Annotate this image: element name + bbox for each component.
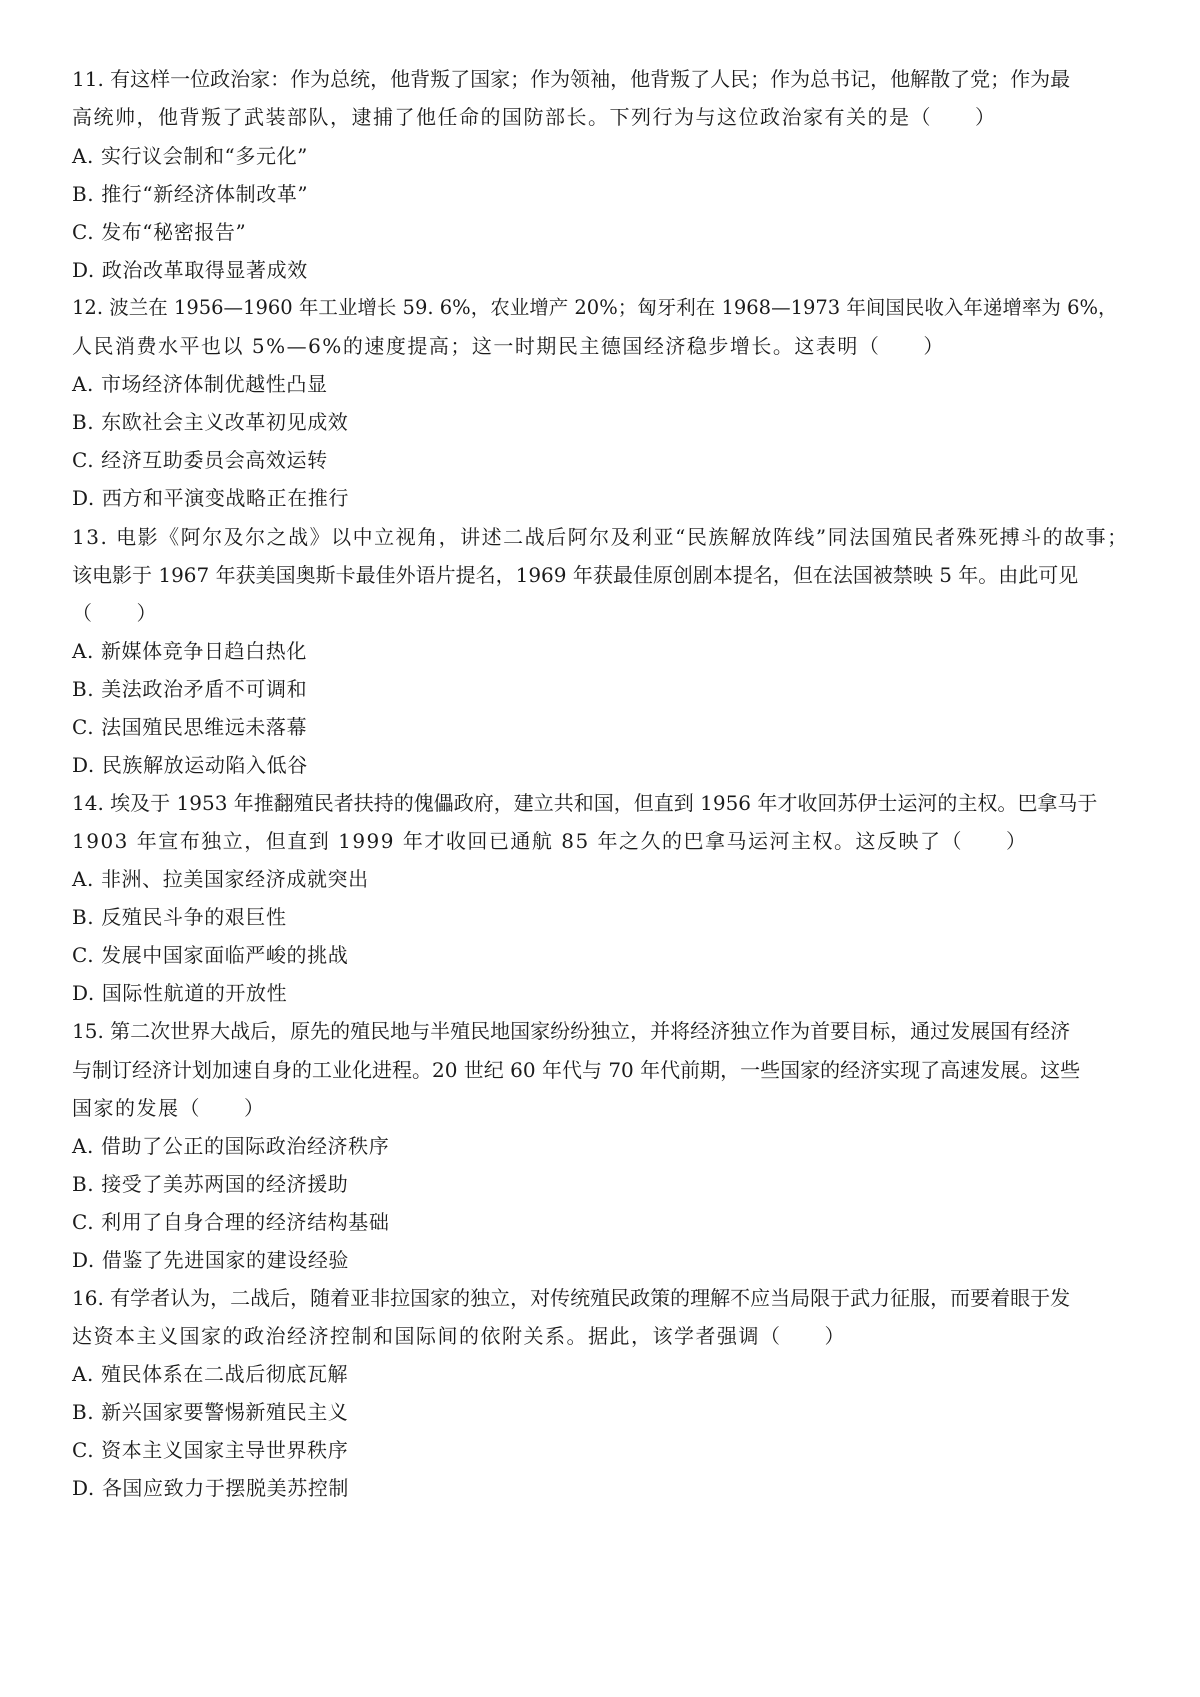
question-14-option-d: D. 国际性航道的开放性 xyxy=(72,981,288,1005)
question-13-line-1: 13. 电影《阿尔及尔之战》以中立视角，讲述二战后阿尔及利亚“民族解放阵线”同法国殖民者殊死搏斗的故事； xyxy=(72,525,1129,549)
question-14-line-2: 1903 年宣布独立，但直到 1999 年才收回已通航 85 年之久的巴拿马运河主权。这反映了（ ） xyxy=(72,829,1028,853)
question-13-option-c: C. 法国殖民思维远未落幕 xyxy=(72,715,308,739)
question-16-option-b: B. 新兴国家要警惕新殖民主义 xyxy=(72,1400,349,1424)
question-15-option-c: C. 利用了自身合理的经济结构基础 xyxy=(72,1210,390,1234)
question-13-option-d: D. 民族解放运动陷入低谷 xyxy=(72,753,308,777)
question-11-option-c: C. 发布“秘密报告” xyxy=(72,220,247,244)
question-11-option-d: D. 政治改革取得显著成效 xyxy=(72,258,308,282)
question-12-option-a: A. 市场经济体制优越性凸显 xyxy=(72,372,328,396)
question-13-line-3: （ ） xyxy=(72,601,158,625)
question-16-line-1: 16. 有学者认为，二战后，随着亚非拉国家的独立，对传统殖民政策的理解不应当局限于武力征服，而要着眼于发 xyxy=(72,1286,1071,1310)
question-16-option-c: C. 资本主义国家主导世界秩序 xyxy=(72,1438,349,1462)
question-15-line-2: 与制订经济计划加速自身的工业化进程。20 世纪 60 年代与 70 年代前期，一些国家的经济实现了高速发展。这些 xyxy=(72,1058,1081,1082)
question-16-option-d: D. 各国应致力于摆脱美苏控制 xyxy=(72,1476,350,1500)
question-12-option-b: B. 东欧社会主义改革初见成效 xyxy=(72,410,349,434)
question-12-option-c: C. 经济互助委员会高效运转 xyxy=(72,448,328,472)
question-15-line-1: 15. 第二次世界大战后，原先的殖民地与半殖民地国家纷纷独立，并将经济独立作为首要目标，通过发展国有经济 xyxy=(72,1019,1071,1043)
question-16-option-a: A. 殖民体系在二战后彻底瓦解 xyxy=(72,1362,349,1386)
question-15-option-d: D. 借鉴了先进国家的建设经验 xyxy=(72,1248,350,1272)
question-14-option-b: B. 反殖民斗争的艰巨性 xyxy=(72,905,287,929)
question-13-option-b: B. 美法政治矛盾不可调和 xyxy=(72,677,308,701)
question-12-line-1: 12. 波兰在 1956—1960 年工业增长 59. 6%，农业增产 20%；匈牙利在 1968—1973 年间国民收入年递增率为 6%， xyxy=(72,296,1118,319)
question-11-option-a: A. 实行议会制和“多元化” xyxy=(72,144,309,168)
question-12-option-d: D. 西方和平演变战略正在推行 xyxy=(72,486,350,510)
question-13-option-a: A. 新媒体竞争日趋白热化 xyxy=(72,639,307,663)
question-15-option-b: B. 接受了美苏两国的经济援助 xyxy=(72,1172,349,1196)
question-11-option-b: B. 推行“新经济体制改革” xyxy=(72,182,309,206)
question-16-line-2: 达资本主义国家的政治经济控制和国际间的依附关系。据此，该学者强调（ ） xyxy=(72,1324,846,1348)
question-13-line-2: 该电影于 1967 年获美国奥斯卡最佳外语片提名，1969 年获最佳原创剧本提名，但在法国被禁映 5 年。由此可见 xyxy=(72,563,1079,587)
question-14-option-c: C. 发展中国家面临严峻的挑战 xyxy=(72,943,349,967)
question-12-line-2: 人民消费水平也以 5%—6%的速度提高；这一时期民主德国经济稳步增长。这表明（ ） xyxy=(72,334,945,358)
question-11-line-1: 11. 有这样一位政治家：作为总统，他背叛了国家；作为领袖，他背叛了人民；作为总书记，他解散了党；作为最 xyxy=(72,67,1071,91)
question-15-option-a: A. 借助了公正的国际政治经济秩序 xyxy=(72,1134,390,1158)
question-14-option-a: A. 非洲、拉美国家经济成就突出 xyxy=(72,867,369,891)
question-15-line-3: 国家的发展（ ） xyxy=(72,1096,266,1120)
question-14-line-1: 14. 埃及于 1953 年推翻殖民者扶持的傀儡政府，建立共和国，但直到 1956 年才收回苏伊士运河的主权。巴拿马于 xyxy=(72,791,1098,815)
question-11-line-2: 高统帅，他背叛了武装部队，逮捕了他任命的国防部长。下列行为与这位政治家有关的是（ ） xyxy=(72,105,997,129)
